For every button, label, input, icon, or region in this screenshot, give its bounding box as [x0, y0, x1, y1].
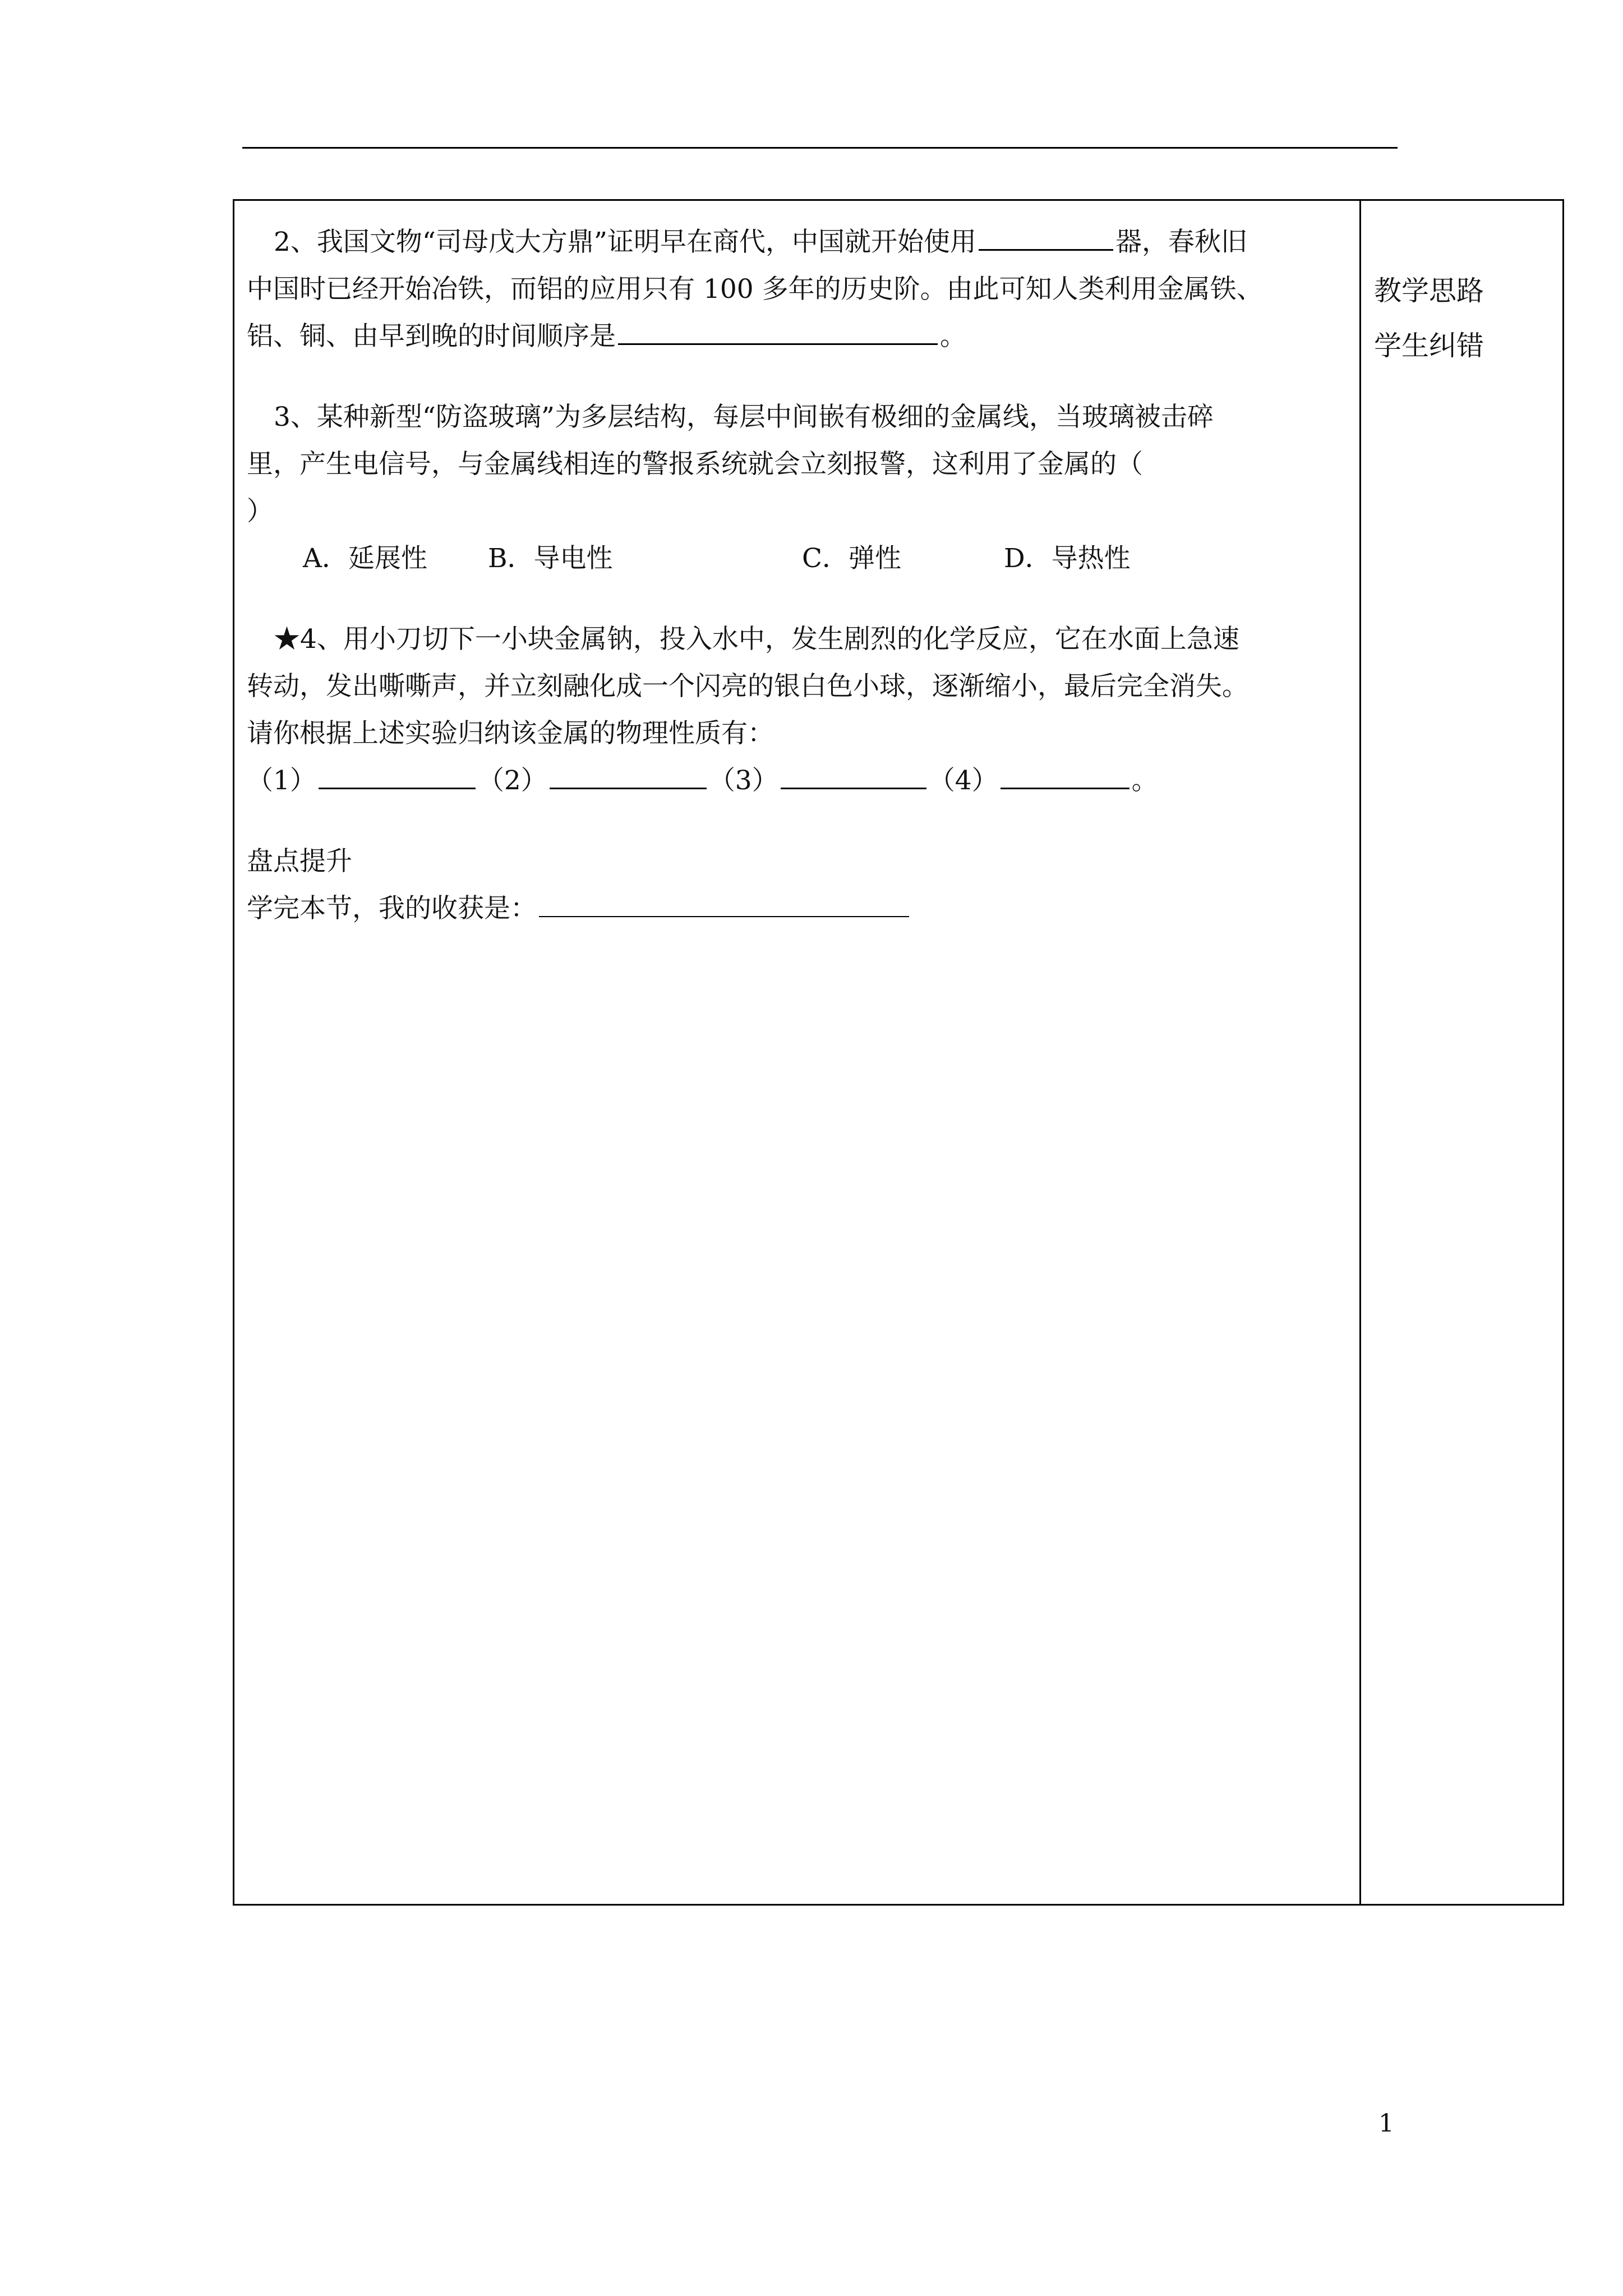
q3-line1: 3、某种新型“防盗玻璃”为多层结构，每层中间嵌有极细的金属线，当玻璃被击碎 [274, 402, 1214, 432]
q4-line2: 转动，发出嘶嘶声，并立刻融化成一个闪亮的银白色小球，逐渐缩小，最后完全消失。 [247, 671, 1248, 702]
q2-line3-text: 铝、铜、由早到晚的时间顺序是 [247, 321, 616, 352]
q4-end: 。 [1131, 765, 1158, 796]
sidebar-notes [1374, 264, 1553, 374]
header-rule [242, 147, 1398, 149]
q3-option-c[interactable]: C．弹性 [802, 543, 901, 574]
q2-answer-blank-1[interactable] [979, 227, 1113, 251]
question-3 [247, 394, 1346, 582]
q2-answer-blank-2[interactable] [618, 321, 938, 345]
q4-answer-blank-3[interactable] [781, 765, 926, 789]
q2-line3-tail: 。 [940, 321, 966, 352]
q3-option-b[interactable]: B．导电性 [488, 543, 613, 574]
q3-option-a[interactable]: A．延展性 [303, 543, 427, 574]
q4-answer-blank-2[interactable] [550, 765, 707, 789]
column-divider [1359, 199, 1361, 1906]
q4-answers [247, 757, 1346, 804]
q4-label-3: （3） [708, 765, 778, 796]
question-2 [247, 219, 1346, 360]
q2-line1-text: 2、我国文物“司母戊大方鼎”证明早在商代，中国就开始使用 [274, 227, 976, 257]
q4-label-1: （1） [247, 765, 316, 796]
q4-line3: 请你根据上述实验归纳该金属的物理性质有： [247, 718, 774, 749]
q4-label-2: （2） [477, 765, 547, 796]
q4-label-4: （4） [928, 765, 998, 796]
summary-section [247, 838, 1346, 932]
main-content [247, 195, 1346, 932]
q4-answer-blank-4[interactable] [1000, 765, 1129, 789]
q4-answer-blank-1[interactable] [319, 765, 476, 789]
q3-options [247, 535, 1346, 582]
summary-prompt: 学完本节，我的收获是： [247, 893, 537, 924]
sidebar-teaching-ideas: 教学思路 [1374, 275, 1484, 307]
summary-heading: 盘点提升 [247, 846, 352, 877]
q3-option-d[interactable]: D．导热性 [1004, 543, 1131, 574]
page-number: 1 [1378, 2109, 1394, 2138]
q3-line2: 里，产生电信号，与金属线相连的警报系统就会立刻报警，这利用了金属的（ [247, 449, 1143, 480]
question-4 [247, 616, 1346, 804]
q3-line3: ） [247, 496, 273, 527]
q2-line1-tail: 器，春秋旧 [1115, 227, 1247, 257]
q4-line1: ★4、用小刀切下一小块金属钠，投入水中，发生剧烈的化学反应，它在水面上急速 [274, 624, 1239, 655]
sidebar-error-correction: 学生纠错 [1374, 330, 1484, 362]
q2-line2: 中国时已经开始冶铁，而铝的应用只有 100 多年的历史阶。由此可知人类利用金属铁、 [247, 274, 1263, 305]
summary-answer-blank[interactable] [539, 894, 909, 917]
